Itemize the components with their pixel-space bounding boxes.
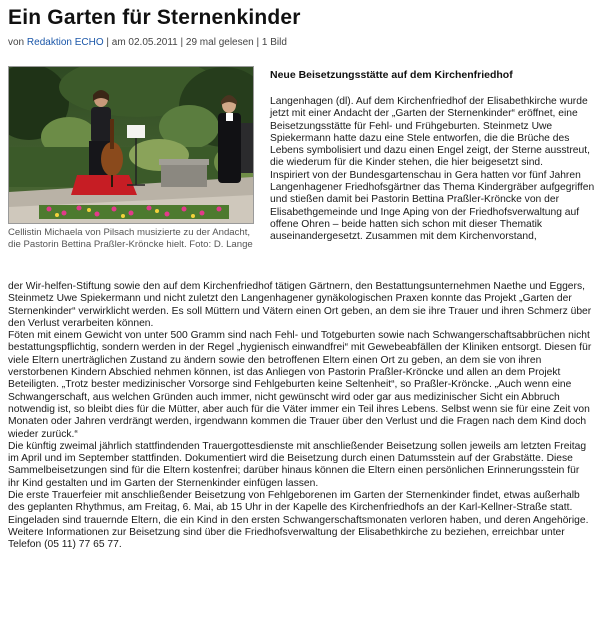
article-photo[interactable] bbox=[8, 66, 254, 224]
paragraph-inspiration: Inspiriert von der Bundesgartenschau in Gera hatten vor fünf Jahren Langenhagener Friedhofsgärtner das Thema Kindergräber aufgegriffen und stießen damit bei Pastorin Bettina Praßler-Kröncke von der Elisabethgemeinde und Inge Aping von der Friedhofsverwaltung auf offene Ohren – beide hatten sich schon mit dieser Thematik auseinandergesetzt. Zusammen mit dem Kirchenvorstand, bbox=[270, 169, 595, 243]
article-column bbox=[270, 96, 595, 244]
article-meta bbox=[8, 37, 287, 48]
paragraph: Föten mit einem Gewicht von unter 500 Gramm sind nach Fehl- und Totgeburten sowie nach Schwangerschaftsabbrüchen nicht bestattungspflichtig, sondern werden in der Regel „hygienisch einwandfrei“ mit Gewebeabfällen der Kliniken entsorgt. Diesen für viele Eltern unerträglichen Zustand zu ändern sowie den betroffenen Eltern einen Ort zu geben, an dem sie von ihren verstorbenen Kindern Abschied nehmen können, ist das Anliegen von Pastorin Praßler-Kröncke und allen an dem Projekt Beteiligten. „Trotz bester medizinischer Vorsorge sind Fehlgeburten keine Seltenheit“, so Praßler-Kröncke. „Auch wenn eine Schwangerschaft, aus welchen Gründen auch immer, nicht gewünscht wird oder gar aus medizinischer Sicht ein Abbruch notwendig ist, so bleibt dies für die Mütter, aber auch für die Väter immer ein Teil ihres Lebens. Selbst wenn sie für eine Zeit von Monaten oder Jahren verdrängt werden, irgendwann kommen die Trauer über den Verlust und die Fragen nach dem Kind doch wieder zurück.“ bbox=[8, 330, 592, 440]
article-body bbox=[8, 281, 593, 552]
paragraph: der Wir-helfen-Stiftung sowie den auf dem Kirchenfriedhof tätigen Gärtnern, den Bestattungsunternehmen Naethe und Eggers, Steinmetz Uwe Spiekermann und nicht zuletzt den Langenhagener gynäkologischen Praxen konnte das Projekt „Garten der Sternenkinder“ verwirklicht werden. Es soll Müttern und Vätern einen Ort geben, an dem sie ihre Trauer und ihren Schmerz über den Verlust verarbeiten können. bbox=[8, 281, 592, 329]
paragraph: Die erste Trauerfeier mit anschließender Beisetzung von Fehlgeborenen im Garten der Sternenkinder findet, etwas außerhalb des geplanten Rhythmus, am Freitag, 6. Mai, ab 15 Uhr in der Kapelle des Kirchenfriedhofs an der Karl-Kellner-Straße statt. Eingeladen sind trauernde Eltern, die ein Kind in den ersten Schwangerschaftsmonaten verloren haben, und deren Angehörige. bbox=[8, 490, 589, 526]
paragraph: Weitere Informationen zur Beisetzung sind über die Friedhofsverwaltung der Elisabethkirche zu beziehen, erreichbar unter Telefon (05 11) 77 65 77. bbox=[8, 526, 565, 551]
garden-photo-illustration bbox=[9, 67, 253, 223]
meta-prefix: von bbox=[8, 37, 25, 48]
author-link[interactable]: Redaktion ECHO bbox=[26, 37, 104, 48]
meta-details: | am 02.05.2011 | 29 mal gelesen | 1 Bild bbox=[106, 37, 287, 48]
paragraph: Die künftig zweimal jährlich stattfindenden Trauergottesdienste mit anschließender Beisetzung sollen jeweils am letzten Freitag im April und im September stattfinden. Dokumentiert wird die Beisetzung durch einen Datumsstein auf der Grabstätte. Diese Sammelbeisetzungen sind für die Eltern kostenfrei; darüber hinaus können die Eltern einen persönlichen Erinnerungsstein für ihr Kind gestalten und im Garten der Sternenkinder einfügen lassen. bbox=[8, 440, 587, 489]
photo-caption: Cellistin Michaela von Pilsach musizierte zu der Andacht, die Pastorin Bettina Praßler-Kröncke hielt. Foto: D. Lange bbox=[8, 227, 253, 251]
article-title: Ein Garten für Sternenkinder bbox=[8, 6, 301, 29]
paragraph-intro: Langenhagen (dl). Auf dem Kirchenfriedhof der Elisabethkirche wurde jetzt mit einer Andacht der „Garten der Sternenkinder“ eröffnet, eine Beisetzungsstätte für Fehl- und Frühgeburten. Steinmetz Uwe Spiekermann hatte dazu eine Stele entworfen, die die Brüche des Lebens symbolisiert und dazu einen Engel zeigt, der Sterne ausstreut, die wiederum für die Kinder stehen, die hier beigesetzt sind. bbox=[270, 96, 590, 169]
article-headline: Neue Beisetzungsstätte auf dem Kirchenfriedhof bbox=[270, 69, 513, 81]
